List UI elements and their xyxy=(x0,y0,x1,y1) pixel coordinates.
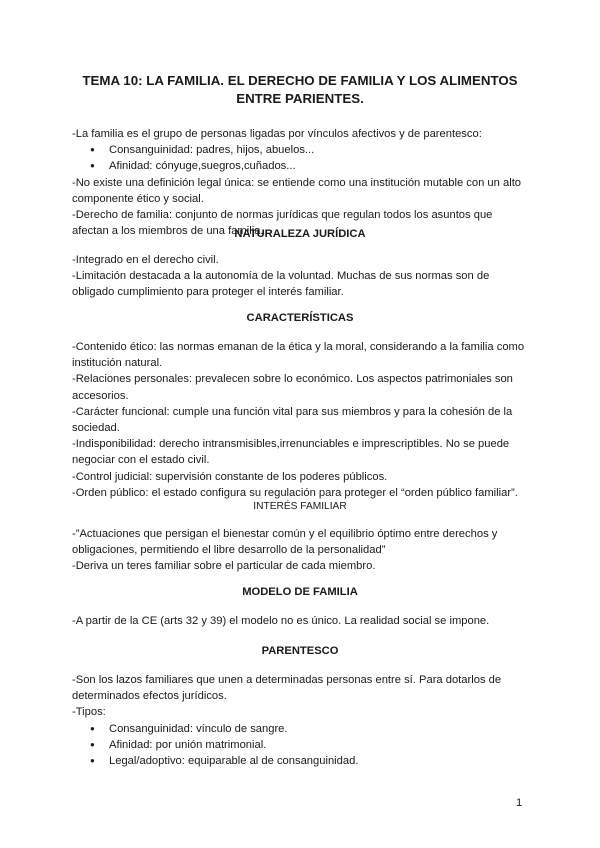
section-heading-caracteristicas: CARACTERÍSTICAS xyxy=(246,312,354,324)
paragraph: -Tipos: xyxy=(72,706,106,719)
intro-section xyxy=(72,126,532,239)
section-heading-naturaleza: NATURALEZA JURÍDICA xyxy=(234,228,366,240)
paragraph: -Integrado en el derecho civil. xyxy=(72,254,219,266)
paragraph: -Son los lazos familiares que unen a determinadas personas entre sí. Para dotarlos de determinados efectos jurídicos. xyxy=(72,674,502,703)
list-item: ● Consanguinidad: vínculo de sangre. xyxy=(72,721,532,737)
intro-paragraph: -No existe una definición legal única: se entiende como una institución mutable con un alto componente ético y social. xyxy=(72,176,522,205)
parentesco-bullet-list xyxy=(72,721,532,770)
paragraph: -Limitación destacada a la autonomía de la voluntad. Muchas de sus normas son de obligado cumplimiento para proteger el interés familiar. xyxy=(72,270,490,299)
interes-section xyxy=(72,526,532,575)
intro-bullet-list xyxy=(72,142,532,174)
characteristic-item: -Orden público: el estado configura su regulación para proteger el “orden público familiar”. xyxy=(72,486,518,499)
intro-paragraph: -La familia es el grupo de personas ligadas por vínculos afectivos y de parentesco: xyxy=(72,128,482,140)
parentesco-section xyxy=(72,672,532,769)
document-title: TEMA 10: LA FAMILIA. EL DERECHO DE FAMILIA Y LOS ALIMENTOS ENTRE PARIENTES. xyxy=(82,73,518,106)
characteristic-item: -Control judicial: supervisión constante de los poderes públicos. xyxy=(72,470,388,483)
characteristic-item: -Relaciones personales: prevalecen sobre lo económico. Los aspectos patrimoniales son accesorios. xyxy=(72,373,513,402)
section-heading-interes: INTERÉS FAMILIAR xyxy=(253,501,347,512)
paragraph: -Deriva un teres familiar sobre el particular de cada miembro. xyxy=(72,560,376,573)
list-item: ● Afinidad: cónyuge,suegros,cuñados... xyxy=(72,158,532,174)
intro-paragraph: -Derecho de familia: conjunto de normas jurídicas que regulan todos los asuntos que afectan a los miembros de una familia. xyxy=(72,209,493,238)
paragraph: -A partir de la CE (arts 32 y 39) el modelo no es único. La realidad social se impone. xyxy=(72,615,490,627)
list-item: ● Legal/adoptivo: equiparable al de consanguinidad. xyxy=(72,753,532,769)
modelo-section xyxy=(72,613,532,629)
caracteristicas-section xyxy=(72,339,532,501)
section-heading-parentesco: PARENTESCO xyxy=(261,645,339,657)
section-heading-modelo: MODELO DE FAMILIA xyxy=(242,586,358,598)
list-item: ● Consanguinidad: padres, hijos, abuelos... xyxy=(72,142,532,158)
paragraph: -”Actuaciones que persigan el bienestar común y el equilibrio óptimo entre derechos y obligaciones, permitiendo el libre desarrollo de la personalidad” xyxy=(72,528,498,557)
characteristic-item: -Carácter funcional: cumple una función vital para sus miembros y para la cohesión de la sociedad. xyxy=(72,405,513,435)
list-item: ● Afinidad: por unión matrimonial. xyxy=(72,737,532,753)
characteristic-item: -Indisponibilidad: derecho intransmisibles,irrenunciables e imprescriptibles. No se puede negociar con el estado civil. xyxy=(72,438,510,467)
naturaleza-section xyxy=(72,252,532,301)
page-number: 1 xyxy=(516,797,523,809)
characteristic-item: -Contenido ético: las normas emanan de la ética y la moral, considerando a la familia como institución natural. xyxy=(72,341,525,370)
